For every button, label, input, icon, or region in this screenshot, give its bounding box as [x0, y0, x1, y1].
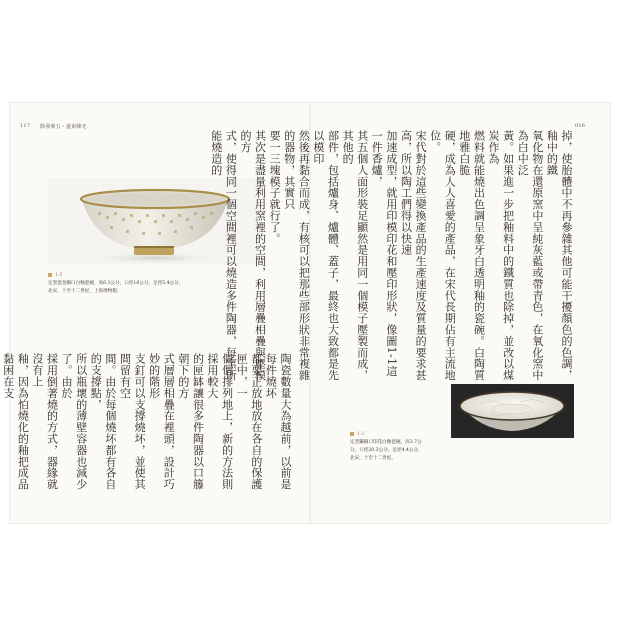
left-text-column: 支釘可以支撐燒坏，並使其間留有空 — [118, 353, 147, 490]
right-text-column: 掉，使胎體中不再參雜其他可能干擾顏色的色調，釉中的鐵 — [545, 130, 573, 381]
figure-1-2-caption — [350, 431, 470, 463]
figure-marker-icon — [48, 273, 52, 277]
right-text-column: 氧化物在還原窯中呈純灰藍或帶青色，在氧化窯中為白中泛 — [516, 130, 544, 381]
left-running-head: 除發專五・盛東陳光 — [40, 124, 87, 130]
figure-1-5-caption-line2: 北宋，十至十二世紀，上海博物館。 — [48, 289, 122, 294]
shallow-bowl-image — [451, 384, 574, 438]
left-page-number: 117 — [20, 123, 31, 129]
right-text-column: 黃。如果進一步把釉料中的鐵質也除掉，並改以煤炭作為 — [487, 130, 515, 381]
figure-1-2-caption-line3: 北宋，十至十二世紀。 — [350, 456, 396, 461]
right-page-number: 016 — [575, 123, 586, 129]
right-body-text — [208, 130, 573, 388]
right-text-column: 宋代對於這些變換產品的生產速度及質量的要求甚高，所以陶工們得以快速 — [399, 130, 428, 381]
left-text-column: 的匣缽讓很多件陶器以口籐朝下的方 — [176, 353, 205, 490]
left-text-column: 採用倒著燒的方式，器緣就沒有上 — [30, 353, 59, 490]
left-text-column: 個個排列地上，新的方法則採用較大 — [206, 353, 234, 490]
figure-1-5-caption-line1: 定窯瓷金銅口白釉瓷碗，高6.3公分，口徑16公分，足徑5.4公分， — [48, 281, 184, 286]
left-text-column: 都要正放地放在各自的保護匣中，一 — [235, 353, 263, 490]
figure-1-2-caption-line1: 定窯鑲銅口印花白釉瓷碗，高3.7公 — [350, 440, 422, 445]
left-text-column: 所以瓶壞的薄壁容器也減少了。由於 — [60, 353, 88, 490]
left-text-column: 釉，因為怕燒化的釉把成品黏困在支 — [1, 353, 30, 490]
left-text-column: 陶瓷數量大為越前，以前是每件燒坏 — [264, 353, 292, 490]
right-text-column: 加速成型，就用印模印花和壓印形狀，像圖1-1這一件香爐， — [370, 130, 398, 377]
figure-1-5-number: 1-5 — [55, 273, 63, 278]
right-text-column: 然後再黏合而成，有核可以把那些部形狀非常複雜的器物，其實只 — [282, 130, 311, 381]
right-text-column: 要一三塊模子就行了。 — [268, 130, 282, 244]
right-text-column: 部件，包括爐身、爐體、蓋子，最終也大致都是先以模印 — [311, 130, 340, 381]
figure-1-2-number: 1-2 — [357, 432, 365, 437]
left-text-column: 間。由於每個燒坏都有各自的支撐點， — [89, 353, 117, 490]
shallow-bowl-photo — [451, 384, 574, 438]
right-text-column: 其次是盡量利用窯裡的空間，利用層疊相疊與壓模的方 — [238, 130, 267, 381]
left-text-column: 式層層相疊在裡頭，設計巧妙的階形 — [147, 353, 176, 490]
figure-marker-icon — [350, 432, 354, 436]
right-text-column: 硬，成為人人喜愛的產品，在宋代長期佔有主流地位。 — [428, 130, 457, 381]
right-text-column: 燃料就能燒出色調呈象牙白透明釉的瓷碗。白陶質地雅白脆 — [457, 130, 486, 381]
figure-1-2-caption-line2: 分，口徑20.3公分，足徑4.4公分， — [350, 448, 423, 453]
right-text-column: 其五個人面形裝足顯然是用同一個模子壓製而成，其他的 — [341, 130, 369, 381]
right-text-column: 式，使得同一個空間裡可以燒造多件陶器，每窯所能燒造的 — [209, 130, 238, 381]
